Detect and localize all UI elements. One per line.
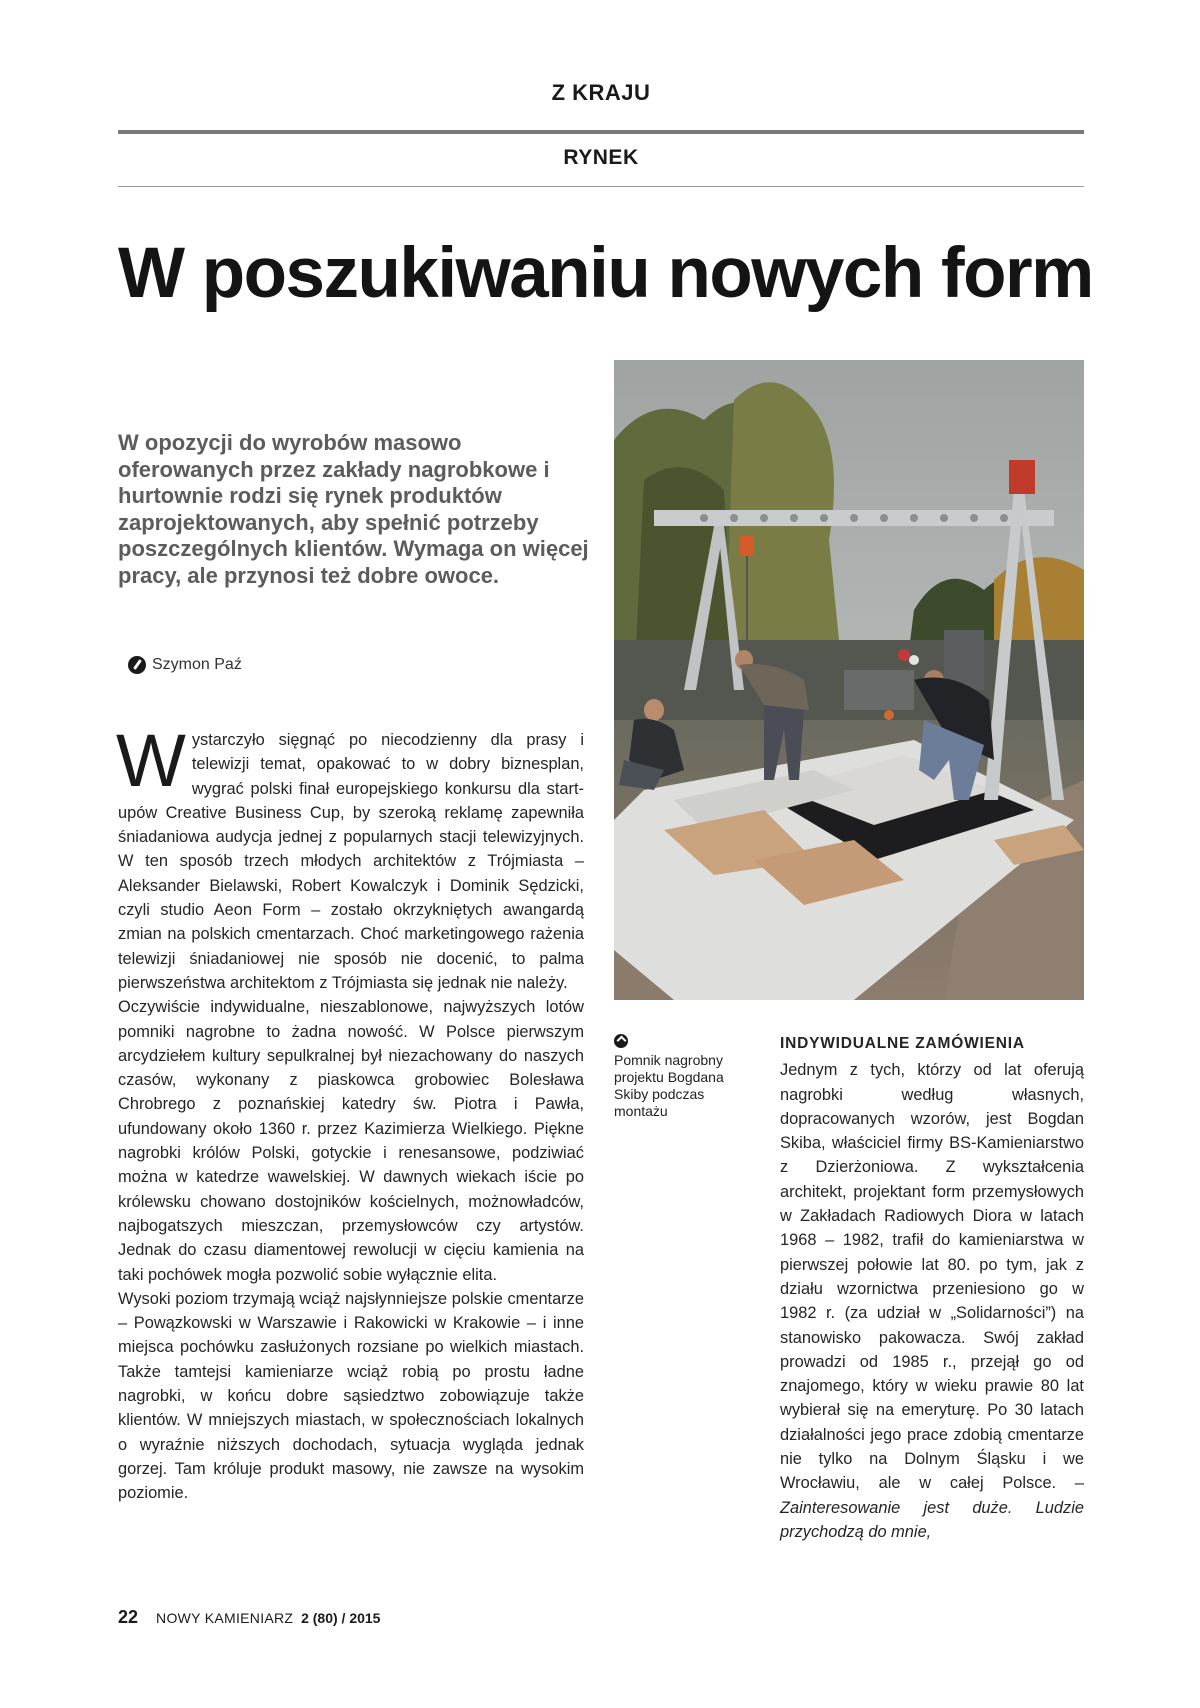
sidebar-text: Jednym z tych, którzy od lat oferują nagrobki według własnych, dopracowanych wzorów, jest Bogdan Skiba, właściciel firmy BS-Kamieniarstwo z Dzierżoniowa. Z wykształcenia architekt, projektant form przemysłowych w Zakładach Radiowych Diora w latach 1968 – 1982, trafił do kamieniarstwa w pierwszej połowie lat 80. po tym, jak z działu wzornictwa przeniesiono go w 1982 r. (za udział w „Solidarności”) na stanowisko pakowacza. Swój zakład prowadzi od 1985 r., przejął go od znajomego, który w wieku prawie 80 lat wybierał się na emeryturę. Po 30 latach działalności jego prace zdobią cmentarze nie tylko na Dolnym Śląsku i we Wrocławiu, ale w całej Polsce. – <box>780 1061 1084 1493</box>
photo-caption: Pomnik nagrobny projektu Bogdana Skiby podczas montażu <box>614 1052 724 1119</box>
article-body <box>116 719 584 1506</box>
author-byline <box>128 656 242 674</box>
body-paragraph-1-text: ystarczyło sięgnąć po niecodzienny dla prasy i telewizji temat, opakować to w dobry biznesplan, wygrać polski finał europejskiego konkursu dla start-upów Creative Business Cup, by szeroką reklamę zapewniła śniadaniowa audycja jednej z popularnych stacji telewizyjnych. W ten sposób trzech młodych architektów z Trójmiasta – Aleksander Bielawski, Robert Kowalczyk i Dominik Sędzicki, czyli studio Aeon Form – zostało okrzykniętych awangardą zmian na polskich cmentarzach. Choć marketingowego rażenia telewizji śniadaniowej nie sposób nie docenić, to palma pierwszeństwa architektom z Trójmiasta się jednak nie należy. <box>118 731 584 992</box>
cemetery-photo <box>614 360 1084 1000</box>
article-lead: W opozycji do wyrobów masowo oferowanych przez zakłady nagrobkowe i hurtownie rodzi się rynek produktów zaprojektowanych, aby spełnić potrzeby poszczególnych klientów. Wymaga on więcej pracy, ale przynosi też dobre owoce. <box>118 430 589 588</box>
chevron-up-icon <box>614 1034 628 1048</box>
sidebar-subhead: INDYWIDUALNE ZAMÓWIENIA <box>780 1035 1025 1052</box>
header-rule-thick <box>118 130 1084 134</box>
page-footer <box>118 1607 380 1628</box>
sidebar-paragraph <box>780 1058 1084 1544</box>
pen-icon <box>128 656 146 674</box>
subsection-label: RYNEK <box>563 146 639 169</box>
body-paragraph-2: Oczywiście indywidualne, nieszablonowe, najwyższych lotów pomniki nagrobne to żadna nowość. W Polsce pierwszym arcydziełem kultury sepulkralnej był niezachowany do naszych czasów, wykonany z piaskowca grobowiec Bolesława Chrobrego z poznańskiej katedry św. Piotra i Pawła, ufundowany około 1360 r. przez Kazimierza Wielkiego. Piękne nagrobki królów Polski, gotyckie i renesansowe, podziwiać można w katedrze wawelskiej. W dawnych wiekach iście po królewsku chowano dostojników kościelnych, możnowładców, najbogatszych mieszczan, przemysłowców czy artystów. Jednak do czasu diamentowej rewolucji w cięciu kamienia na taki pochówek mogła pozwolić sobie wyłącznie elita. <box>118 998 584 1284</box>
sidebar-quote: Zainteresowanie jest duże. Ludzie przychodzą do mnie, <box>780 1498 1084 1541</box>
article-title: W poszukiwaniu nowych form <box>118 234 1093 313</box>
photo-illustration <box>614 360 1084 1000</box>
body-paragraph-1 <box>116 719 584 995</box>
body-paragraph-3: Wysoki poziom trzymają wciąż najsłynniejsze polskie cmentarze – Powązkowski w Warszawie i Rakowicki w Krakowie – i inne miejsca pochówku zasłużonych rozsiane po wielkich miastach. Także tamtejsi kamieniarze wciąż robią po prostu ładne nagrobki, w końcu dobre sąsiedztwo zobowiązuje także klientów. W mniejszych miastach, w społecznościach lokalnych o wyraźnie niższych dochodach, sytuacja wygląda jednak gorzej. Tam króluje produkt masowy, nie zawsze na wysokim poziomie. <box>118 1289 584 1503</box>
sidebar-column <box>780 1032 1084 1544</box>
page-number: 22 <box>118 1607 139 1627</box>
header-rule-thin <box>118 186 1084 187</box>
issue-number: 2 (80) / 2015 <box>301 1610 381 1626</box>
section-label: Z KRAJU <box>551 80 651 105</box>
dropcap: W <box>116 719 186 802</box>
magazine-name: NOWY KAMIENIARZ <box>156 1610 294 1626</box>
author-name: Szymon Paź <box>152 656 242 673</box>
